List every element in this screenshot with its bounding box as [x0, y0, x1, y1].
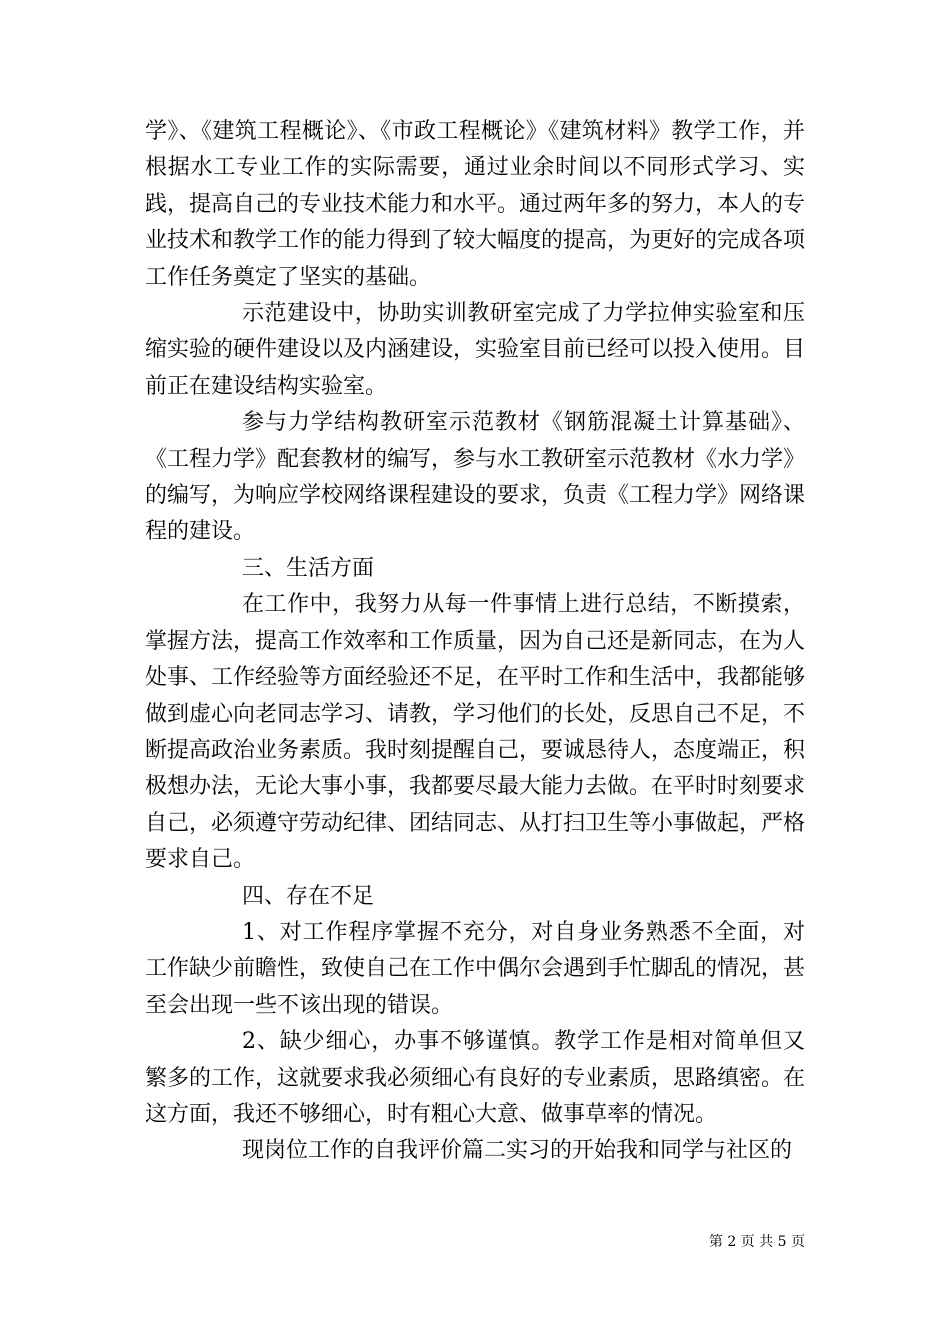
paragraph-2: 示范建设中，协助实训教研室完成了力学拉伸实验室和压缩实验的硬件建设以及内涵建设，实验室目前已经可以投入使用。目前正在建设结构实验室。	[145, 301, 806, 399]
paragraph-7: 1、对工作程序掌握不充分，对自身业务熟悉不全面，对工作缺少前瞻性，致使自己在工作中偶尔会遇到手忙脚乱的情况，甚至会出现一些不该出现的错误。	[145, 919, 806, 1018]
paragraph-1: 学》、《建筑工程概论》、《市政工程概论》《建筑材料》教学工作，并根据水工专业工作的实际需要，通过业余时间以不同形式学习、实践，提高自己的专业技术能力和水平。通过两年多的努力，本人的专业技术和教学工作的能力得到了较大幅度的提高，为更好的完成各项工作任务奠定了坚实的基础。	[145, 119, 806, 290]
paragraph-8: 2、缺少细心，办事不够谨慎。教学工作是相对简单但又繁多的工作，这就要求我必须细心有良好的专业素质，思路缜密。在这方面，我还不够细心，时有粗心大意、做事草率的情况。	[145, 1029, 806, 1127]
page-number-footer: 第 2 页 共 5 页	[708, 1234, 805, 1250]
section-heading-shortcomings: 四、存在不足	[242, 883, 375, 909]
section-heading-life: 三、生活方面	[242, 555, 375, 581]
paragraph-9: 现岗位工作的自我评价篇二实习的开始我和同学与社区的	[242, 1138, 793, 1164]
paragraph-5: 在工作中，我努力从每一件事情上进行总结，不断摸索，掌握方法，提高工作效率和工作质量，因为自己还是新同志，在为人处事、工作经验等方面经验还不足，在平时工作和生活中，我都能够做到虚心向老同志学习、请教，学习他们的长处，反思自己不足，不断提高政治业务素质。我时刻提醒自己，要诚恳待人，态度端正，积极想办法，无论大事小事，我都要尽最大能力去做。在平时时刻要求自己，必须遵守劳动纪律、团结同志、从打扫卫生等小事做起，严格要求自己。	[145, 592, 806, 873]
document-body	[145, 114, 805, 1170]
paragraph-3: 参与力学结构教研室示范教材《钢筋混凝土计算基础》、《工程力学》配套教材的编写，参与水工教研室示范教材《水力学》的编写，为响应学校网络课程建设的要求，负责《工程力学》网络课程的建设。	[145, 410, 806, 545]
